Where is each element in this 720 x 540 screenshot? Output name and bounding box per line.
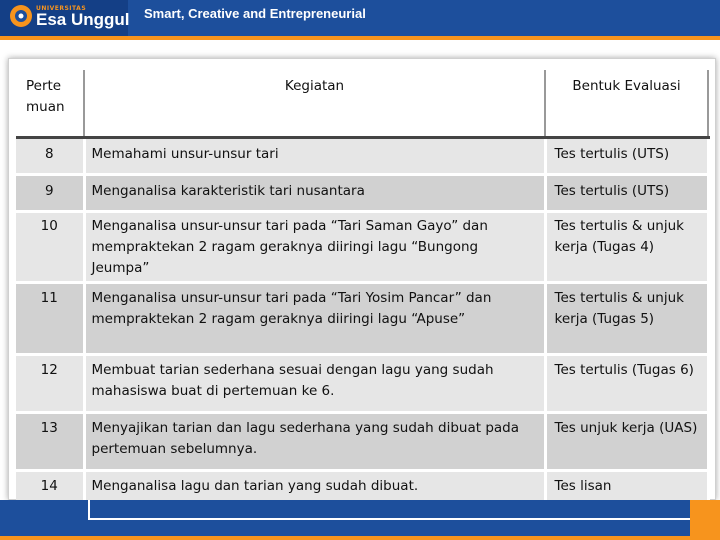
table-header-row	[16, 70, 708, 138]
header-bar	[0, 0, 720, 40]
activity-cell: Menganalisa unsur-unsur tari pada “Tari Saman Gayo” dan mempraktekan 2 ragam geraknya diiringi lagu “Bungong Jeumpa”	[84, 212, 545, 283]
table-row	[16, 283, 708, 355]
schedule-table	[16, 70, 710, 507]
evaluation-cell: Tes tertulis (UTS)	[545, 175, 708, 212]
meeting-number: 13	[16, 413, 84, 471]
footer-stripe	[88, 500, 692, 520]
evaluation-cell: Tes tertulis & unjuk kerja (Tugas 4)	[545, 212, 708, 283]
evaluation-cell: Tes tertulis (UTS)	[545, 138, 708, 175]
table-row	[16, 413, 708, 471]
evaluation-cell: Tes lisan	[545, 471, 708, 506]
activity-cell: Memahami unsur-unsur tari	[84, 138, 545, 175]
header-evaluation: Bentuk Evaluasi	[545, 70, 708, 138]
logo-subtext: UNIVERSITAS	[36, 5, 87, 12]
table-row	[16, 355, 708, 413]
table-row	[16, 175, 708, 212]
activity-cell: Menganalisa lagu dan tarian yang sudah dibuat.	[84, 471, 545, 506]
university-logo-icon	[8, 3, 34, 29]
header-meeting: Perte muan	[16, 70, 84, 138]
evaluation-cell: Tes unjuk kerja (UAS)	[545, 413, 708, 471]
header-accent-line	[0, 36, 720, 40]
footer-accent-block	[690, 500, 720, 540]
meeting-number: 14	[16, 471, 84, 506]
meeting-number: 10	[16, 212, 84, 283]
activity-cell: Menganalisa unsur-unsur tari pada “Tari Yosim Pancar” dan mempraktekan 2 ragam geraknya diiringi lagu “Apuse”	[84, 283, 545, 355]
footer-accent-line	[0, 536, 720, 540]
evaluation-cell: Tes tertulis & unjuk kerja (Tugas 5)	[545, 283, 708, 355]
header-activity: Kegiatan	[84, 70, 545, 138]
meeting-number: 11	[16, 283, 84, 355]
activity-cell: Menganalisa karakteristik tari nusantara	[84, 175, 545, 212]
table-row	[16, 212, 708, 283]
activity-cell: Menyajikan tarian dan lagu sederhana yang sudah dibuat pada pertemuan sebelumnya.	[84, 413, 545, 471]
meeting-number: 12	[16, 355, 84, 413]
tagline: Smart, Creative and Entrepreneurial	[144, 6, 366, 21]
brand-name: Esa Unggul	[36, 10, 130, 29]
activity-cell: Membuat tarian sederhana sesuai dengan lagu yang sudah mahasiswa buat di pertemuan ke 6.	[84, 355, 545, 413]
meeting-number: 9	[16, 175, 84, 212]
evaluation-cell: Tes tertulis (Tugas 6)	[545, 355, 708, 413]
meeting-number: 8	[16, 138, 84, 175]
table-row	[16, 138, 708, 175]
